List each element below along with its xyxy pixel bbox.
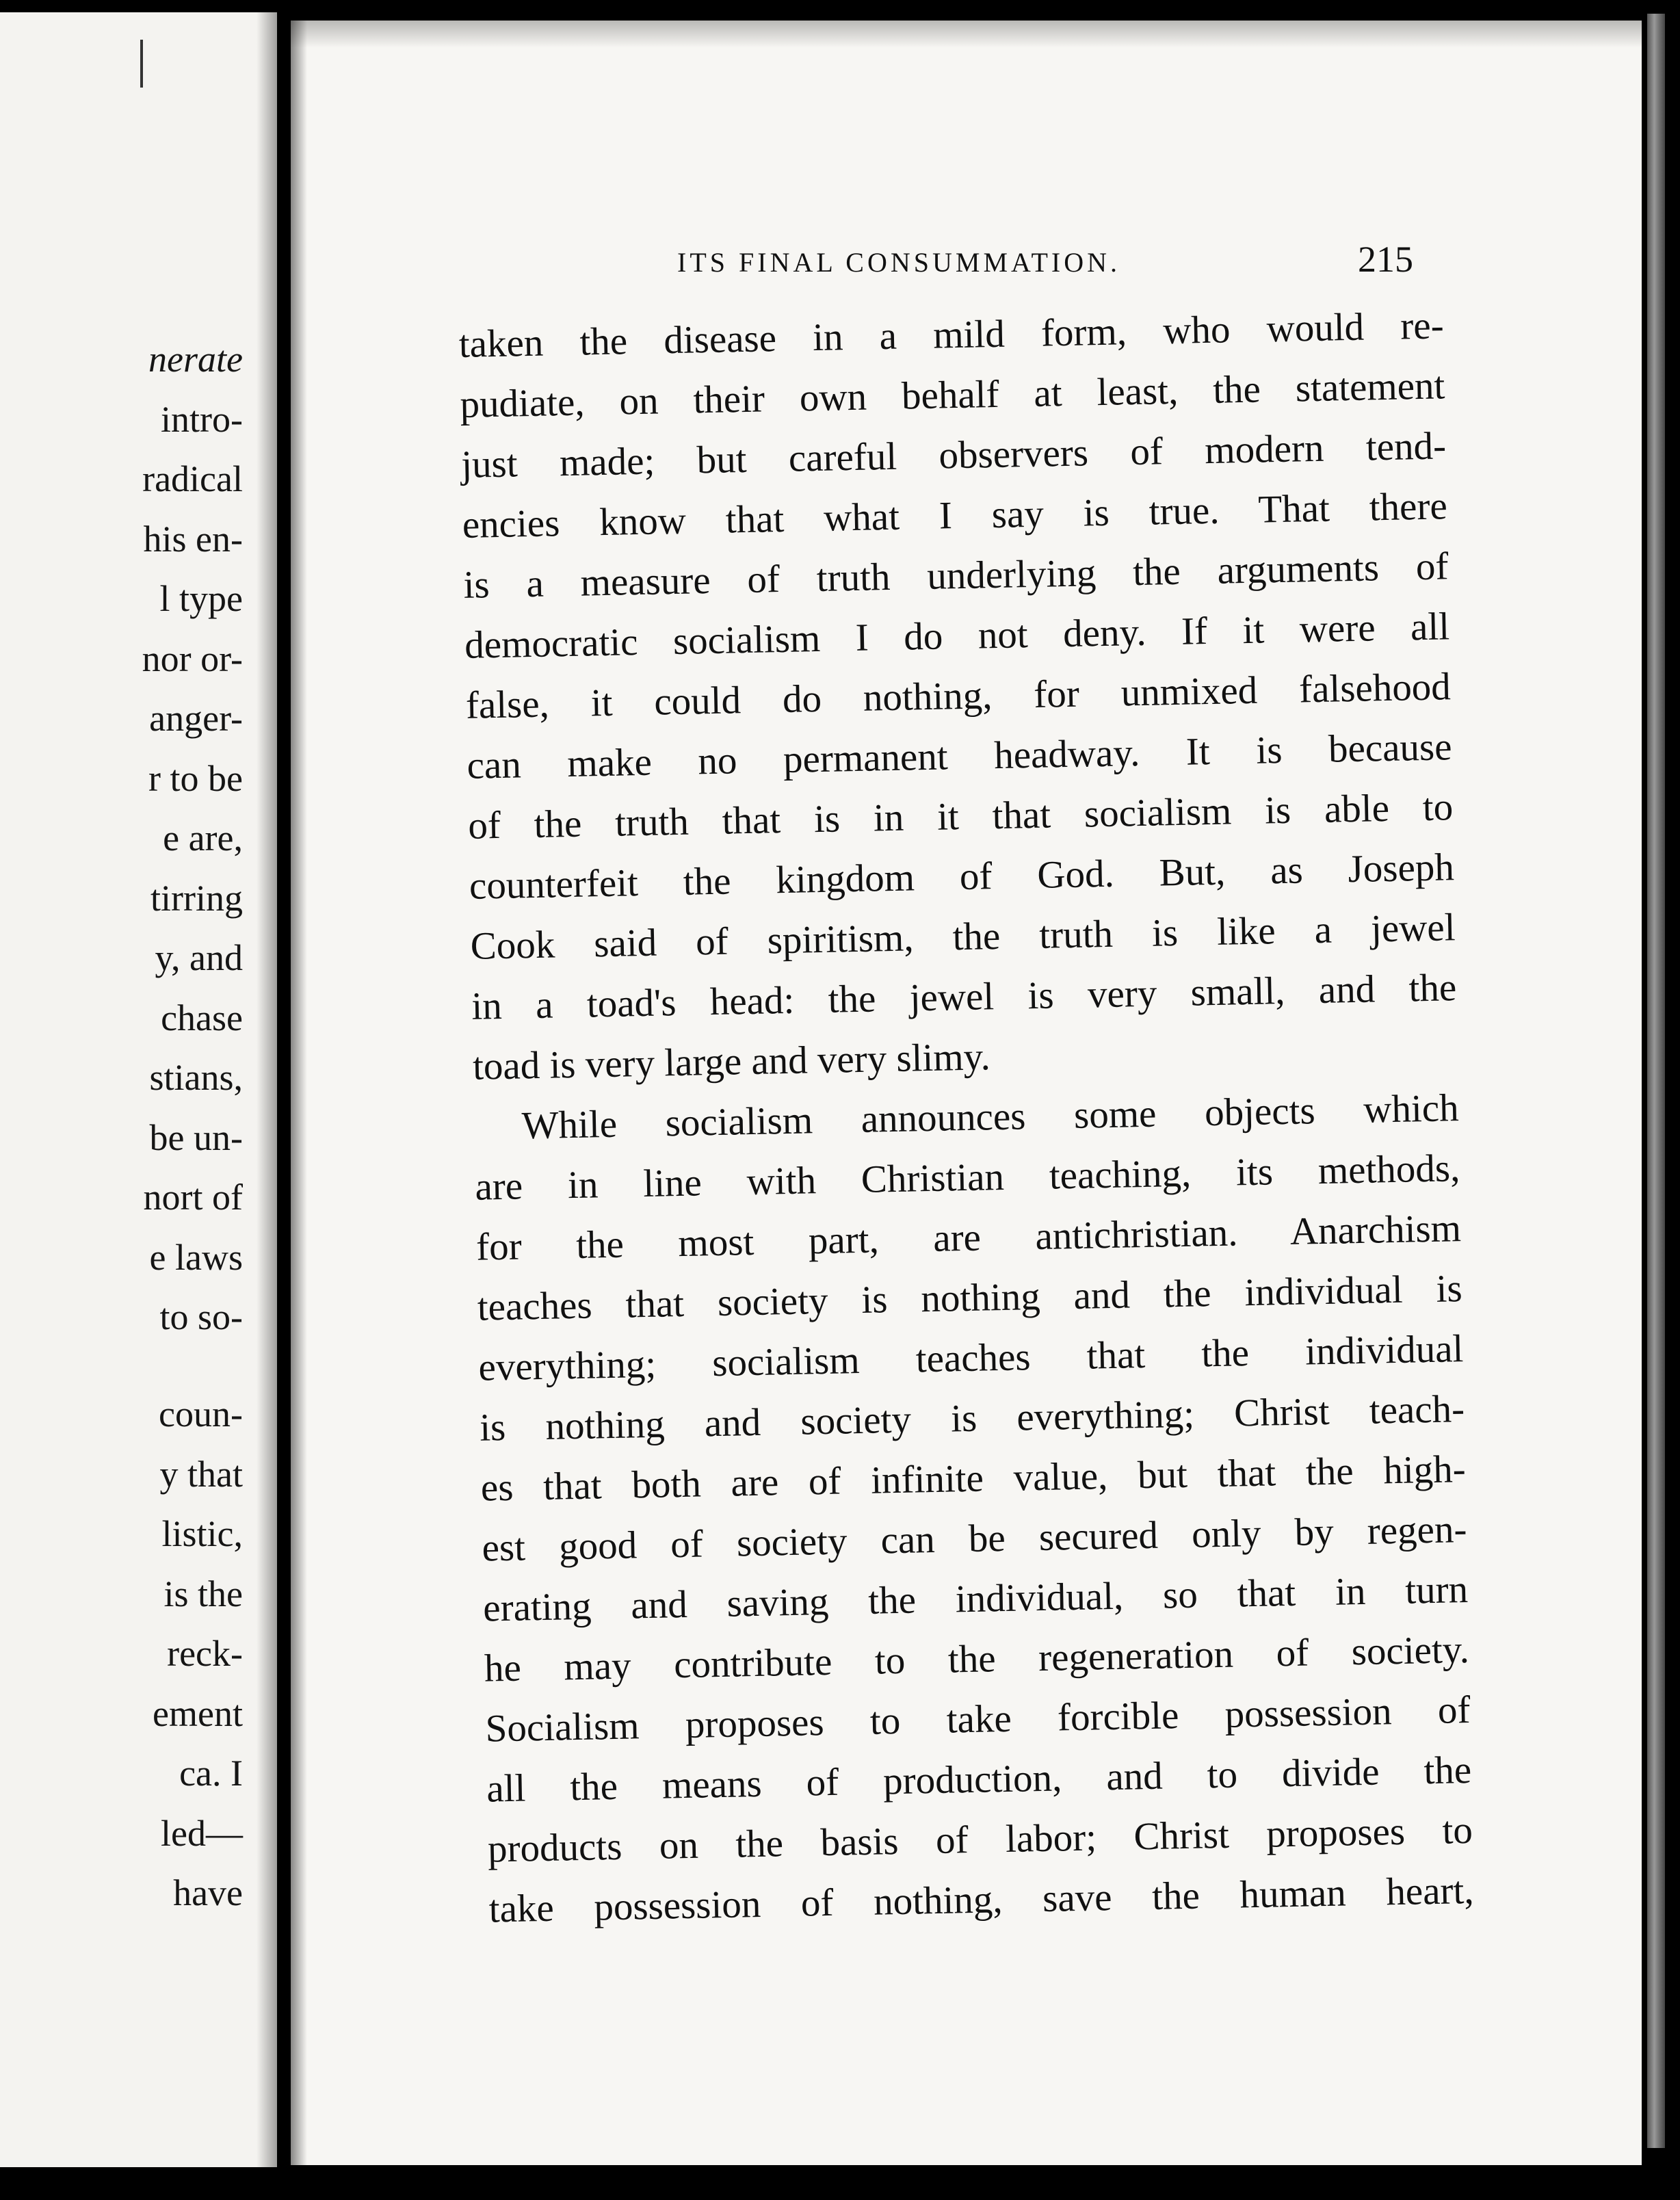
previous-page-line: his en-	[143, 518, 243, 560]
text-line: take possession of nothing, save the human heart,	[488, 1868, 1475, 1931]
previous-page-line: ca. I	[179, 1753, 243, 1794]
book-edge	[1642, 0, 1680, 2200]
text-line: of the truth that is in it that socialism is able to	[467, 785, 1454, 848]
book-page	[291, 21, 1642, 2165]
previous-page-line: reck-	[167, 1633, 243, 1674]
previous-page-line: y, and	[155, 937, 243, 978]
previous-page-line: y that	[159, 1453, 243, 1495]
previous-page-line: chase	[161, 997, 243, 1038]
body-text	[458, 296, 1474, 1939]
page-number: 215	[1358, 239, 1413, 280]
previous-page-line: intro-	[161, 398, 243, 440]
text-line: for the most part, are antichristian. Anarchism	[475, 1207, 1462, 1269]
text-line: encies know that what I say is true. That there	[462, 484, 1448, 547]
text-line: erating and saving the individual, so that in turn	[482, 1568, 1469, 1630]
text-line: est good of society can be secured only by regen-	[482, 1508, 1467, 1570]
text-line: in a toad's head: the jewel is very small, and the	[471, 966, 1457, 1028]
text-line: Socialism proposes to take forcible possession of	[485, 1688, 1471, 1751]
previous-page-line: is the	[163, 1573, 243, 1614]
text-line: es that both are of infinite value, but that the high-	[480, 1448, 1467, 1510]
previous-page-line: coun-	[159, 1393, 243, 1435]
previous-page-line: anger-	[149, 698, 243, 739]
gutter-shadow	[257, 12, 277, 2167]
previous-page	[0, 12, 277, 2167]
page-edge-strip	[1647, 14, 1665, 2148]
previous-page-line: listic,	[161, 1513, 243, 1554]
text-line: Cook said of spiritism, the truth is like a jewel	[470, 906, 1456, 968]
text-line: counterfeit the kingdom of God. But, as Joseph	[469, 846, 1455, 908]
previous-page-line: have	[173, 1872, 243, 1913]
text-line: are in line with Christian teaching, its methods,	[474, 1147, 1460, 1209]
text-line: everything; socialism teaches that the individual	[477, 1327, 1464, 1389]
previous-page-line: nerate	[148, 339, 243, 380]
previous-page-line: nort of	[143, 1177, 243, 1218]
text-line: teaches that society is nothing and the individual is	[477, 1267, 1463, 1329]
text-line: democratic socialism I do not deny. If it were all	[464, 605, 1450, 667]
ink-mark	[140, 40, 143, 88]
text-line: products on the basis of labor; Christ proposes to	[487, 1808, 1473, 1871]
previous-page-line: e are,	[163, 817, 243, 859]
previous-page-line: to so-	[159, 1296, 243, 1337]
text-line: toad is very large and very slimy.	[472, 1035, 991, 1088]
previous-page-line: tirring	[150, 877, 243, 919]
running-head: ITS FINAL CONSUMMATION.	[677, 247, 1120, 278]
text-line: is nothing and society is everything; Christ teach-	[479, 1387, 1465, 1450]
previous-page-line: r to be	[148, 757, 243, 799]
previous-page-line: radical	[142, 458, 243, 499]
text-line: all the means of production, and to divide the	[486, 1748, 1472, 1811]
previous-page-line: l type	[159, 578, 243, 619]
previous-page-line: stians,	[149, 1057, 243, 1098]
text-line: just made; but careful observers of modern tend-	[460, 424, 1447, 486]
previous-page-line: led—	[161, 1812, 243, 1854]
gutter-shadow	[291, 21, 307, 2165]
previous-page-line: e laws	[149, 1236, 243, 1278]
previous-page-line: ement	[153, 1692, 243, 1734]
previous-page-line: nor or-	[142, 638, 243, 679]
text-line: false, it could do nothing, for unmixed falsehood	[465, 665, 1452, 727]
text-line: is a measure of truth underlying the arguments of	[462, 545, 1449, 607]
text-line: taken the disease in a mild form, who would re-	[458, 304, 1445, 366]
text-line: can make no permanent headway. It is because	[467, 725, 1452, 787]
top-shadow	[291, 21, 1642, 48]
text-line: pudiate, on their own behalf at least, the statement	[459, 364, 1445, 426]
text-line: While socialism announces some objects which	[521, 1086, 1460, 1148]
previous-page-line: be un-	[149, 1116, 243, 1158]
text-line: he may contribute to the regeneration of society.	[484, 1627, 1470, 1690]
